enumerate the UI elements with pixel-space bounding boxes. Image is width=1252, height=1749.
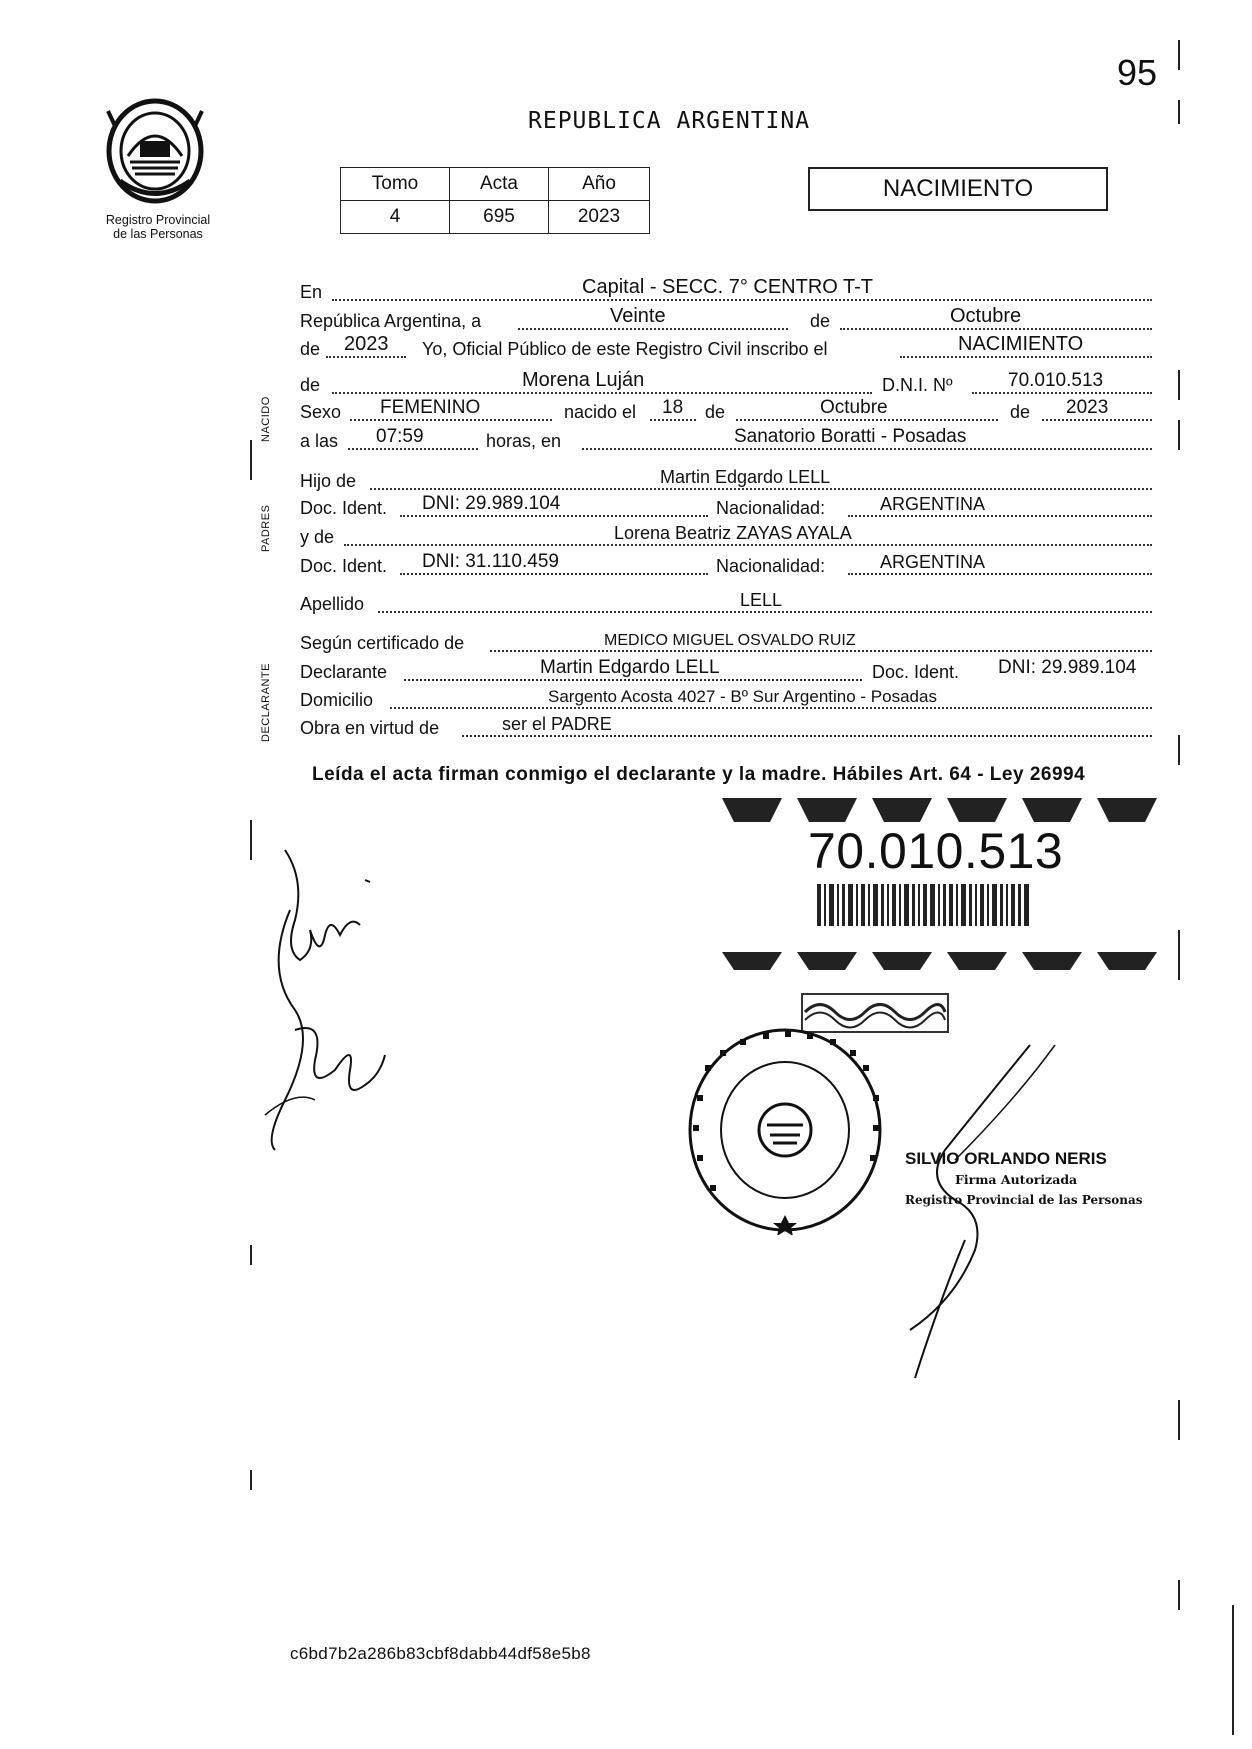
officer-name: SILVIO ORLANDO NERIS [905,1149,1107,1168]
de-label: de [810,311,831,331]
doc2-label: Doc. Ident. [300,556,388,576]
dotted-line [348,448,478,450]
dotted-line [848,573,1152,575]
form-row-declarante [300,658,1153,685]
nac2-label: Nacionalidad: [716,556,826,576]
form-row-madre [300,523,1153,550]
margin-mark [1178,40,1180,70]
domicilio-value: Sargento Acosta 4027 - Bº Sur Argentino - Posadas [548,687,937,706]
dotted-line [326,356,406,358]
tomo-value: 4 [341,201,450,234]
margin-mark [1178,100,1180,124]
obra-value: ser el PADRE [502,714,612,734]
margin-mark [1178,930,1180,980]
de5-label: de [1010,402,1031,422]
margin-mark [1178,1400,1180,1440]
closing-text: Leída el acta firman conmigo el declarante y la madre. Hábiles Art. 64 - Ley 26994 [312,764,1086,785]
dni-large: 70.010.513 [808,823,1064,879]
declarante-dni: DNI: 29.989.104 [998,657,1137,678]
yo-label: Yo, Oficial Público de este Registro Civil inscribo el [422,339,828,359]
dotted-line [400,573,708,575]
padre-value: Martin Edgardo LELL [660,467,831,487]
horas-label: horas, en [486,431,562,451]
sexo-value: FEMENINO [380,397,481,418]
en-value: Capital - SECC. 7° CENTRO T-T [582,276,874,298]
form-row-en [300,278,1153,305]
document-hash: c6bd7b2a286b83cbf8dabb44df58e5b8 [290,1644,591,1663]
form-row-padre-doc [300,494,1153,521]
madre-nac: ARGENTINA [880,552,986,572]
dotted-line [736,419,998,421]
form-row-obra [300,714,1153,741]
nac1-label: Nacionalidad: [716,498,826,518]
form-row-padre [300,467,1153,494]
madre-dni: DNI: 31.110.459 [422,551,559,572]
doc3-label: Doc. Ident. [872,662,960,682]
margin-mark [1178,1580,1180,1610]
dotted-line [840,328,1152,330]
form-row-certificado [300,629,1153,656]
officer-signature-icon [895,1040,1065,1380]
hijo-label: Hijo de [300,471,357,491]
officer-org: Registro Provincial de las Personas [905,1193,1143,1207]
segun-label: Según certificado de [300,633,465,653]
dotted-line [400,515,708,517]
form-row-madre-doc [300,552,1153,579]
margin-mark [250,820,252,860]
dotted-line [972,392,1152,394]
tomo-header: Tomo [341,168,450,201]
official-stamp-icon [685,1025,885,1235]
dotted-line [1042,419,1152,421]
form-row-apellido [300,590,1153,617]
anio-value: 2023 [549,201,650,234]
section-label-padres: PADRES [260,504,272,552]
margin-mark [250,1470,252,1490]
margin-mark [1232,1605,1234,1735]
hora-value: 07:59 [376,426,424,447]
dotted-line [332,392,872,394]
form-row-fecha [300,307,1153,334]
document-type: NACIMIENTO [808,167,1108,211]
anio-value: 2023 [344,333,389,355]
dotted-line [518,328,788,330]
acta-value: 695 [450,201,549,234]
dotted-line [344,544,1152,546]
dotted-line [378,611,1152,613]
anio-header: Año [549,168,650,201]
apellido-label: Apellido [300,594,365,614]
acta-header: Acta [450,168,549,201]
declarant-signature-icon [255,840,415,1160]
margin-mark [250,440,252,480]
segun-value: MEDICO MIGUEL OSVALDO RUIZ [604,632,856,649]
madre-value: Lorena Beatriz ZAYAS AYALA [614,523,852,543]
margin-mark [1178,735,1180,765]
margin-mark [250,1245,252,1265]
reference-table [340,167,650,234]
dotted-line [332,299,1152,301]
inscribo-value: NACIMIENTO [958,333,1084,355]
nacido-mes: Octubre [820,397,888,418]
apellido-value: LELL [740,590,783,610]
en-label: En [300,282,323,302]
form-row-nombre [300,371,1153,398]
nacido-anio: 2023 [1066,397,1109,418]
declarante-value: Martin Edgardo LELL [540,657,720,678]
dotted-line [848,515,1152,517]
country-title: REPUBLICA ARGENTINA [528,108,811,134]
de2-label: de [300,339,321,359]
nombre-value: Morena Luján [522,369,645,391]
officer-role: Firma Autorizada [955,1172,1078,1187]
dia-value: Veinte [610,305,666,327]
dotted-line [582,448,1152,450]
dni-value: 70.010.513 [1008,370,1104,391]
padre-dni: DNI: 29.989.104 [422,493,561,514]
dotted-line [390,707,1152,709]
padre-nac: ARGENTINA [880,494,986,514]
yde-label: y de [300,527,335,547]
alas-label: a las [300,431,339,451]
section-label-declarante: DECLARANTE [260,663,272,742]
lugar-value: Sanatorio Boratti - Posadas [734,426,967,447]
republica-label: República Argentina, a [300,311,482,331]
dotted-line [350,419,552,421]
dni-label: D.N.I. Nº [882,375,953,395]
dotted-line [900,356,1152,358]
doc1-label: Doc. Ident. [300,498,388,518]
margin-mark [1178,370,1180,400]
security-strip-icon [722,792,1162,982]
form-row-domicilio [300,686,1153,713]
declarante-label: Declarante [300,662,388,682]
emblem-caption: Registro Provincial de las Personas [105,213,211,241]
dotted-line [490,650,1152,652]
margin-mark [1178,420,1180,450]
nacido-dia: 18 [662,397,684,418]
section-label-nacido: NACIDO [260,396,272,442]
page-number: 95 [1117,52,1158,93]
de3-label: de [300,375,321,395]
de4-label: de [705,402,726,422]
obra-label: Obra en virtud de [300,718,440,738]
dotted-line [650,419,696,421]
mes-value: Octubre [950,305,1022,327]
form-row-hora [300,427,1153,454]
sexo-label: Sexo [300,402,342,422]
form-row-sexo [300,398,1153,425]
dotted-line [370,488,1152,490]
nacido-label: nacido el [564,402,637,422]
dotted-line [462,735,1152,737]
dotted-line [404,679,862,681]
domicilio-label: Domicilio [300,690,374,710]
form-row-inscribo [300,335,1153,362]
province-emblem-icon [100,96,210,206]
